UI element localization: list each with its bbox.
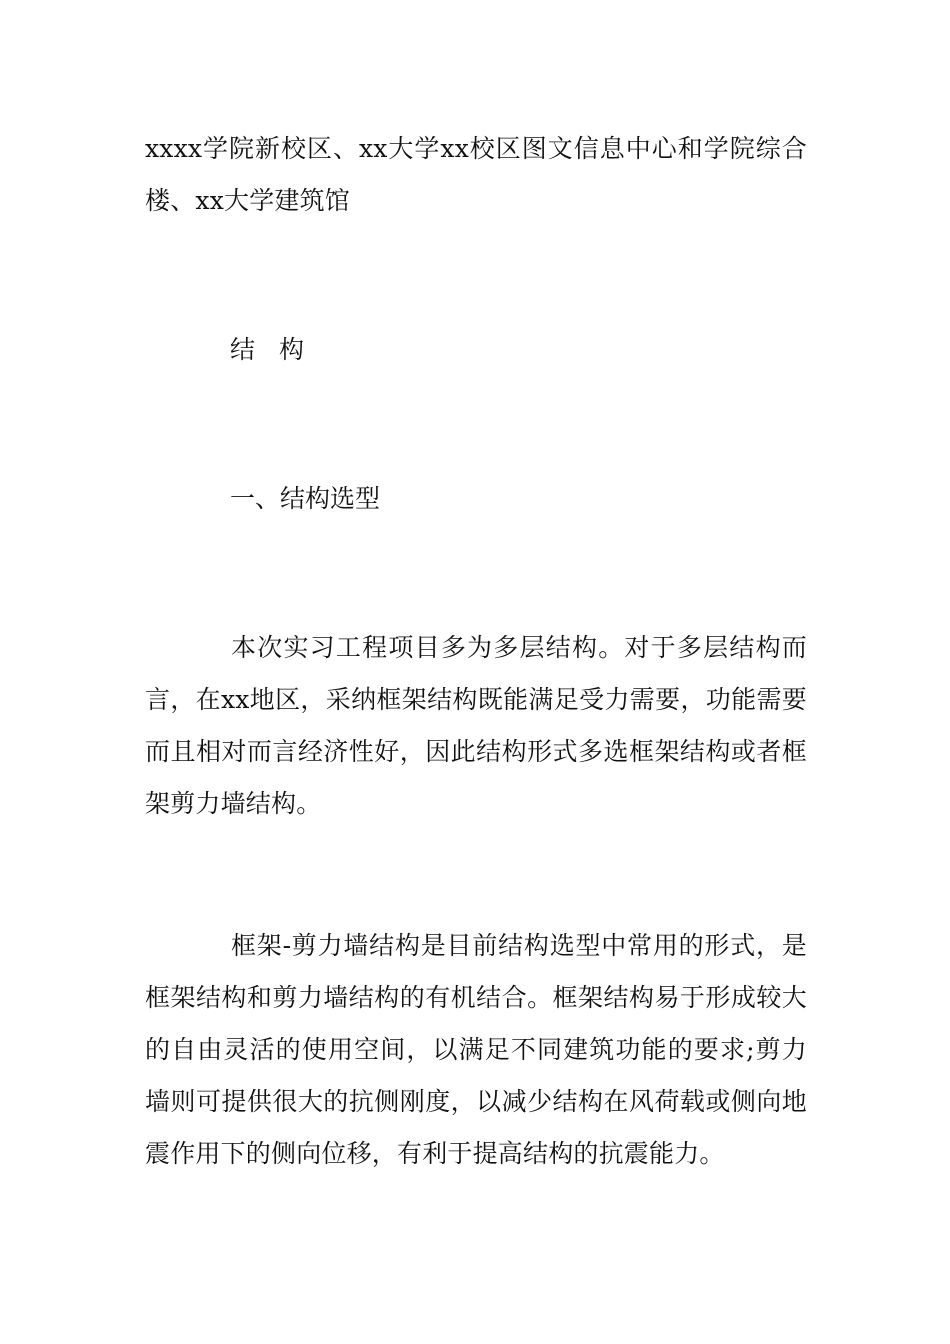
paragraph-frame-shear-wall: 框架-剪力墙结构是目前结构选型中常用的形式，是框架结构和剪力墙结构的有机结合。框架结构易于形成较大的自由灵活的使用空间，以满足不同建筑功能的要求;剪力墙则可提供很大的抗侧刚度，以减少结构在风荷载或侧向地震作用下的侧向位移，有利于提高结构的抗震能力。 <box>145 931 807 1168</box>
section-heading: 结 构 <box>230 335 312 364</box>
paragraph-structure-type: 本次实习工程项目多为多层结构。对于多层结构而言，在xx地区，采纳框架结构既能满足受力需要，功能需要而且相对而言经济性好，因此结构形式多选框架结构或者框架剪力墙结构。 <box>145 633 807 818</box>
intro-project-list: xxxx学院新校区、xx大学xx校区图文信息中心和学院综合楼、xx大学建筑馆 <box>145 134 807 215</box>
subsection-heading: 一、结构选型 <box>230 484 381 513</box>
